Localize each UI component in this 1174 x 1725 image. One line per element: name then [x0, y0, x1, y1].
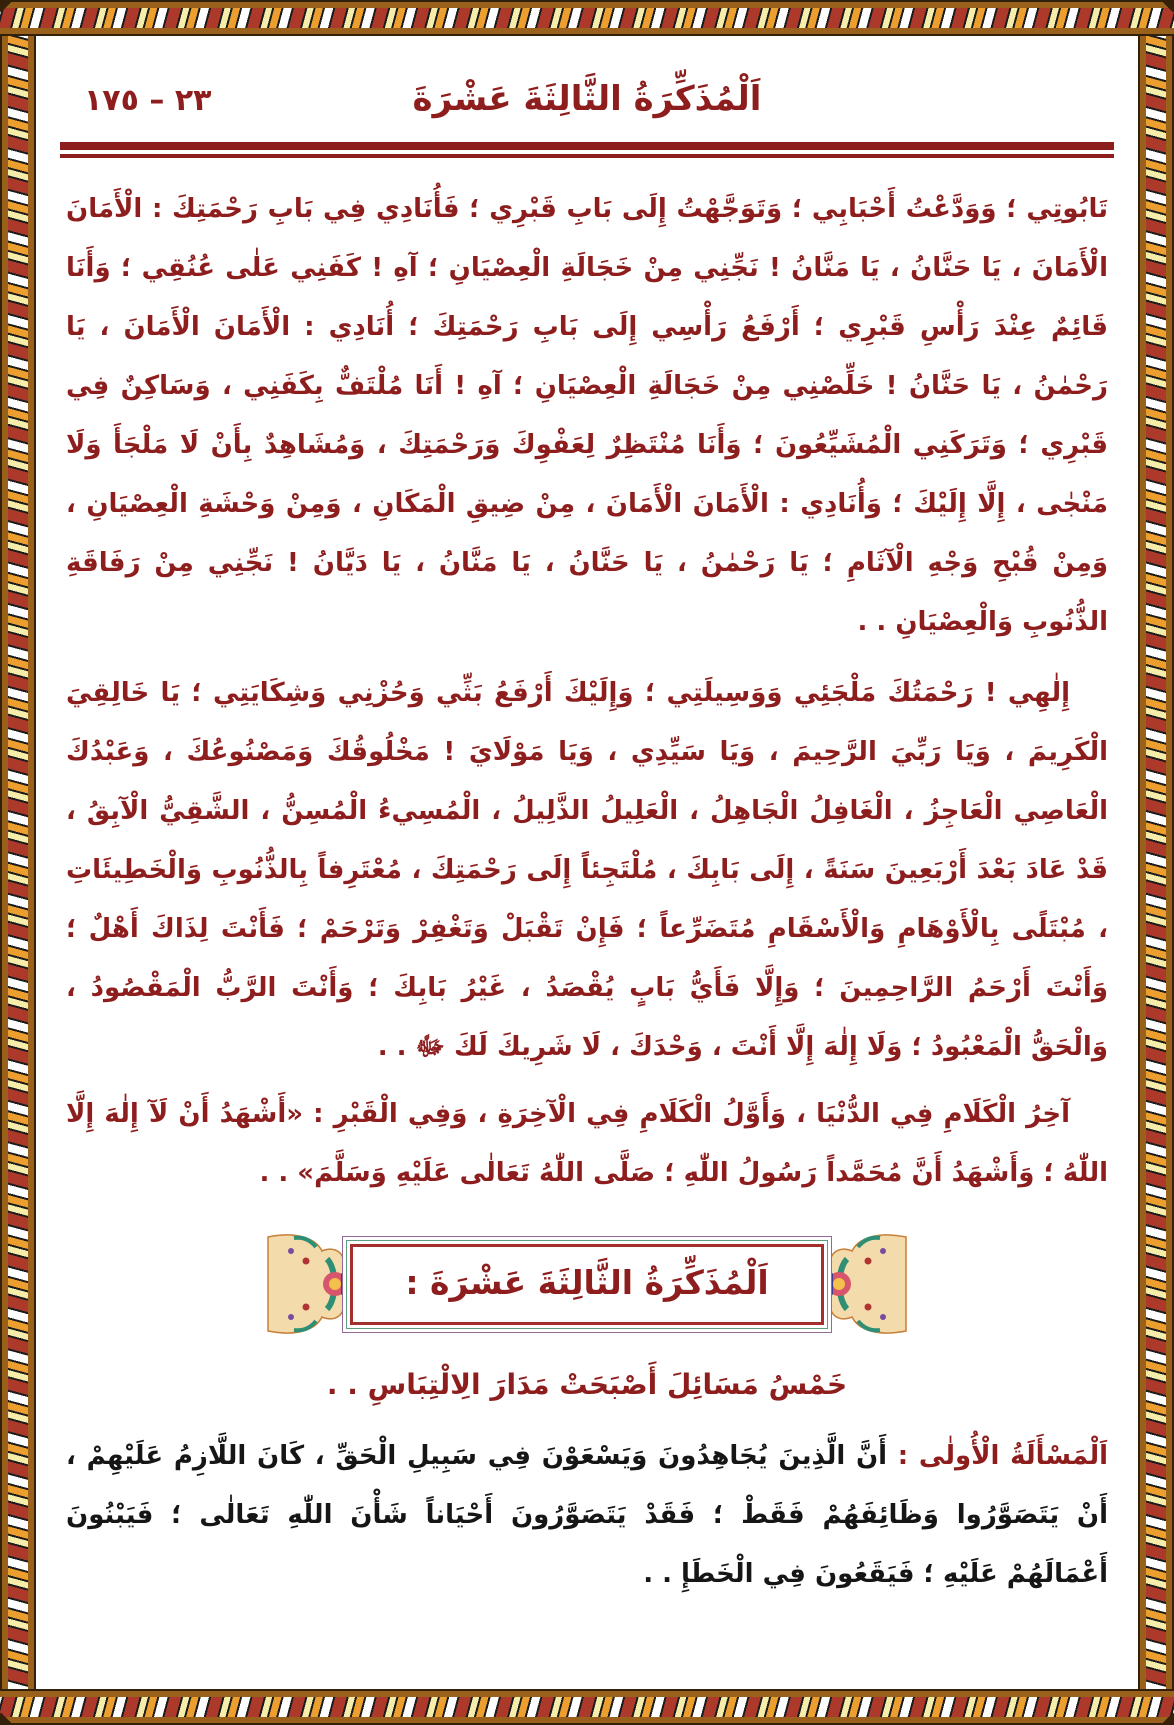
masala-paragraph [60, 1427, 1114, 1604]
ornamental-border-bottom [0, 1689, 1174, 1725]
ornamental-border-top [0, 0, 1174, 36]
section-heading-box [342, 1236, 831, 1333]
section-heading-title: اَلْمُذَكِّرَةُ الثَّالِثَةَ عَشْرَةَ : [350, 1244, 823, 1325]
header-divider [60, 142, 1114, 158]
masala-text: أَنَّ الَّذِينَ يُجَاهِدُونَ وَيَسْعَوْنَ فِي سَبِيلِ الْحَقِّ ، كَانَ اللَّازِمُ عَلَيْهِمْ ، أَنْ يَتَصَوَّرُوا وَظَائِفَهُمْ فَقَطْ ؛ فَقَدْ يَتَصَوَّرُونَ أَحْيَاناً شَأْنَ اللّٰهِ تَعَالٰى ؛ فَيَبْنُونَ أَعْمَالَهُمْ عَلَيْهِ ؛ فَيَقَعُونَ فِي الْخَطَإِ . . [66, 1441, 1108, 1589]
page-header [60, 70, 1114, 132]
header-rule-thin [60, 154, 1114, 158]
section-subtitle: خَمْسُ مَسَائِلَ أَصْبَحَتْ مَدَارَ الِالْتِبَاسِ . . [326, 1368, 848, 1401]
ornamental-border-right [1138, 0, 1174, 1725]
header-rule-thick [60, 142, 1114, 150]
section-heading-box-mid [346, 1240, 827, 1329]
page-number: ٢٣ – ١٧٥ [84, 83, 212, 118]
body-text [60, 180, 1114, 1604]
section-heading [60, 1227, 1114, 1341]
prayer-paragraph-1: تَابُوتِي ؛ وَوَدَّعْتُ أَحْبَابِي ؛ وَتَوَجَّهْتُ إِلَى بَابِ قَبْرِي ؛ فَأُنَادِي فِي بَابِ رَحْمَتِكَ : الْأَمَانَ الْأَمَانَ ، يَا حَنَّانُ ، يَا مَنَّانُ ! نَجِّنِي مِنْ خَجَالَةِ الْعِصْيَانِ ؛ آهِ ! كَفَنِي عَلٰى عُنُقِي ؛ وَأَنَا قَائِمٌ عِنْدَ رَأْسِ قَبْرِي ؛ أَرْفَعُ رَأْسِي إِلَى بَابِ رَحْمَتِكَ ؛ أُنَادِي : الْأَمَانَ الْأَمَانَ ، يَا رَحْمٰنُ ، يَا حَنَّانُ ! خَلِّصْنِي مِنْ خَجَالَةِ الْعِصْيَانِ ؛ آهِ ! أَنَا مُلْتَفٌّ بِكَفَنِي ، وَسَاكِنٌ فِي قَبْرِي ؛ وَتَرَكَنِي الْمُشَيِّعُونَ ؛ وَأَنَا مُنْتَظِرٌ لِعَفْوِكَ وَرَحْمَتِكَ ، وَمُشَاهِدٌ بِأَنْ لَا مَلْجَأَ وَلَا مَنْجٰى ، إِلَّا إِلَيْكَ ؛ وَأُنَادِي : الْأَمَانَ الْأَمَانَ ، مِنْ ضِيقِ الْمَكَانِ ، وَمِنْ وَحْشَةِ الْعِصْيَانِ ، وَمِنْ قُبْحِ وَجْهِ الْآثَامِ ؛ يَا رَحْمٰنُ ، يَا حَنَّانُ ، يَا مَنَّانُ ، يَا دَيَّانُ ! نَجِّنِي مِنْ رَفَاقَةِ الذُّنُوبِ وَالْعِصْيَانِ . . [66, 194, 1108, 637]
prayer-paragraph-2: إِلٰهِي ! رَحْمَتُكَ مَلْجَئِي وَوَسِيلَتِي ؛ وَإِلَيْكَ أَرْفَعُ بَثِّي وَحُزْنِي وَشِكَايَتِي ؛ يَا خَالِقِيَ الْكَرِيمَ ، وَيَا رَبِّيَ الرَّحِيمَ ، وَيَا سَيِّدِي ، وَيَا مَوْلَايَ ! مَخْلُوقُكَ وَمَصْنُوعُكَ ، وَعَبْدُكَ الْعَاصِي الْعَاجِزُ ، الْغَافِلُ الْجَاهِلُ ، الْعَلِيلُ الذَّلِيلُ ، الْمُسِيءُ الْمُسِنُّ ، الشَّقِيُّ الْآبِقُ ، قَدْ عَادَ بَعْدَ أَرْبَعِينَ سَنَةً ، إِلَى بَابِكَ ، مُلْتَجِئاً إِلَى رَحْمَتِكَ ، مُعْتَرِفاً بِالذُّنُوبِ وَالْخَطِيئَاتِ ، مُبْتَلًى بِالْأَوْهَامِ وَالْأَسْقَامِ مُتَضَرِّعاً ؛ فَإِنْ تَقْبَلْ وَتَغْفِرْ وَتَرْحَمْ ؛ فَأَنْتَ لِذَاكَ أَهْلٌ ؛ وَأَنْتَ أَرْحَمُ الرَّاحِمِينَ ؛ وَإِلَّا فَأَيُّ بَابٍ يُقْصَدُ ، غَيْرُ بَابِكَ ؛ وَأَنْتَ الرَّبُّ الْمَقْصُودُ ، وَالْحَقُّ الْمَعْبُودُ ؛ وَلَا إِلٰهَ إِلَّا أَنْتَ ، وَحْدَكَ ، لَا شَرِيكَ لَكَ ﷻ . . [66, 678, 1108, 1062]
ornamental-border-left [0, 0, 36, 1725]
page-content [36, 36, 1138, 1689]
prayer-paragraph-3: آخِرُ الْكَلَامِ فِي الدُّنْيَا ، وَأَوَّلُ الْكَلَامِ فِي الْآخِرَةِ ، وَفِي الْقَبْرِ : «أَشْهَدُ أَنْ لَآ إِلٰهَ إِلَّا اللّٰهُ ؛ وَأَشْهَدُ أَنَّ مُحَمَّداً رَسُولُ اللّٰهِ ؛ صَلَّى اللّٰهُ تَعَالٰى عَلَيْهِ وَسَلَّمَ» . . [66, 1099, 1108, 1188]
page-title: اَلْمُذَكِّرَةُ الثَّالِثَةَ عَشْرَةَ [412, 79, 762, 119]
masala-lead: اَلْمَسْأَلَةُ الْأُولٰى : [887, 1441, 1108, 1471]
